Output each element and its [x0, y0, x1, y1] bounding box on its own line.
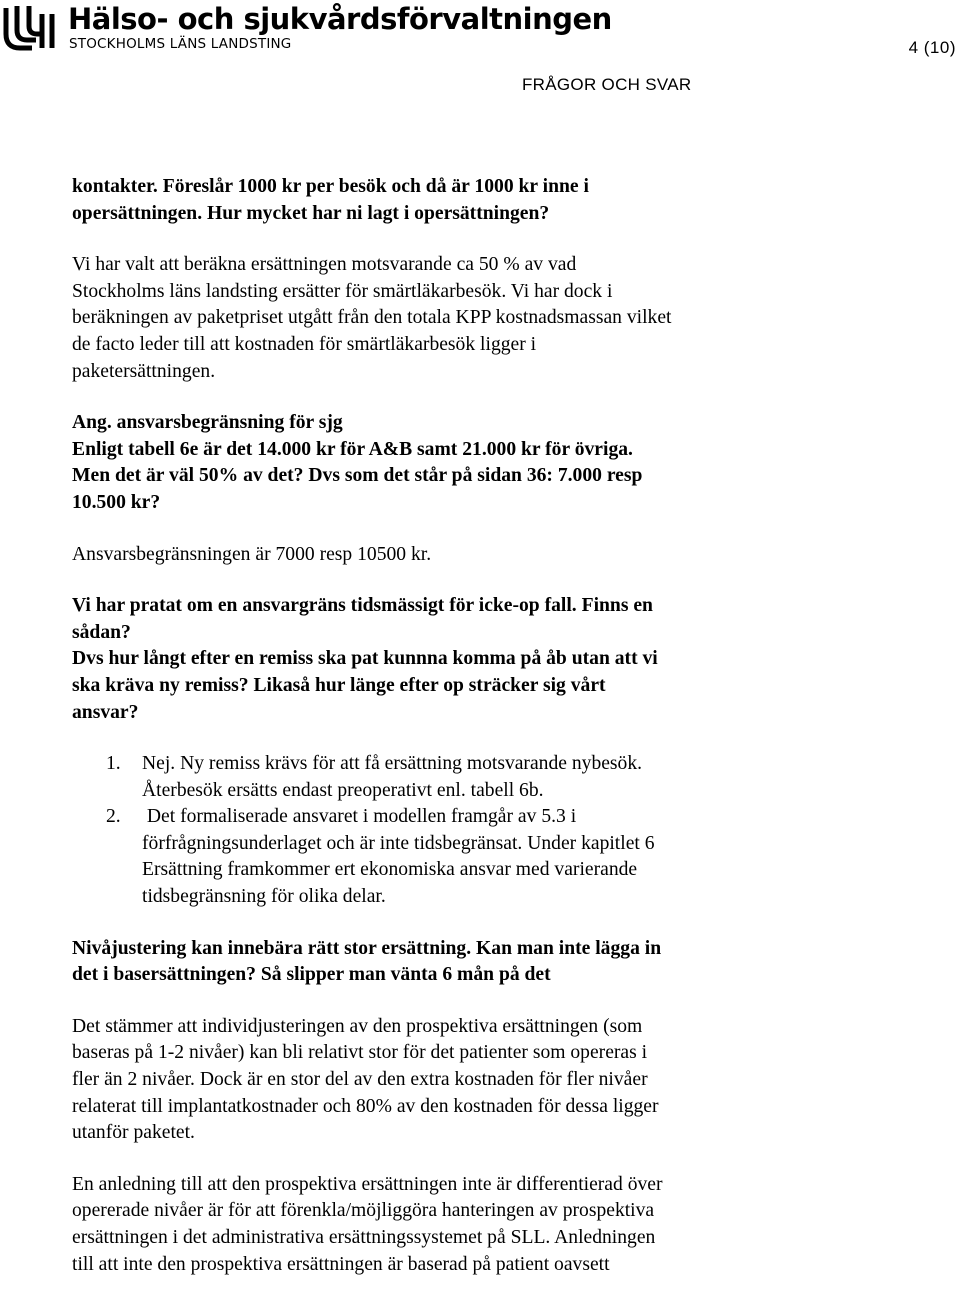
text-line: fler än 2 nivåer. Dock är en stor del av den extra kostnaden för fler nivåer — [72, 1069, 648, 1091]
text-line: Det formaliserade ansvaret i modellen framgår av 5.3 i — [142, 806, 577, 828]
text-line: paketersättningen. — [72, 360, 216, 382]
org-subtitle: STOCKHOLMS LÄNS LANDSTING — [69, 36, 292, 52]
text-line: kontakter. Föreslår 1000 kr per besök och då är 1000 kr inne i — [72, 176, 589, 197]
text-line: sådan? — [72, 621, 131, 643]
text-line: Dvs hur långt efter en remiss ska pat kunnna komma på åb utan att vi — [72, 648, 658, 670]
question-1 — [72, 174, 932, 227]
answer-1 — [72, 252, 932, 385]
text-line: Nivåjustering kan innebära rätt stor ersättning. Kan man inte lägga in — [72, 937, 662, 959]
text-line: baseras på 1-2 nivåer) kan bli relativt stor för det patienter som opereras i — [72, 1042, 648, 1064]
text-line: tidsbegränsning för olika delar. — [142, 886, 386, 908]
question-4 — [72, 936, 932, 989]
text-line: Nej. Ny remiss krävs för att få ersättning motsvarande nybesök. — [142, 753, 643, 775]
org-name: Hälso- och sjukvårdsförvaltningen — [68, 2, 612, 36]
text-line: ansvar? — [72, 701, 139, 723]
document-body — [72, 174, 932, 1278]
text-line: de facto leder till att kostnaden för smärtläkarbesök ligger i — [72, 333, 537, 355]
text-line: relaterat till implantatkostnader och 80% av den kostnaden för dessa ligger — [72, 1095, 659, 1117]
question-2 — [72, 410, 932, 516]
text-line: En anledning till att den prospektiva ersättningen inte är differentierad över — [72, 1173, 663, 1195]
question-3 — [72, 593, 932, 726]
text-line: 10.500 kr? — [72, 491, 161, 513]
text-line: Ang. ansvarsbegränsning för sjg — [72, 412, 343, 434]
answer-4 — [72, 1014, 932, 1147]
document-title: FRÅGOR OCH SVAR — [522, 75, 692, 94]
text-line: Ansvarsbegränsningen är 7000 resp 10500 kr. — [72, 543, 432, 565]
list-number: 1. — [106, 753, 121, 775]
list-item — [72, 804, 932, 910]
text-line: Vi har valt att beräkna ersättningen motsvarande ca 50 % av vad — [72, 254, 577, 276]
text-line: opererade nivåer är för att förenkla/möjliggöra hanteringen av prospektiva — [72, 1200, 655, 1222]
answer-3-list — [72, 751, 932, 911]
list-number: 2. — [106, 806, 121, 828]
text-line: Ersättning framkommer ert ekonomiska ansvar med varierande — [142, 859, 638, 881]
text-line: det i basersättningen? Så slipper man vänta 6 mån på det — [72, 964, 551, 986]
text-line: Enligt tabell 6e är det 14.000 kr för A&B samt 21.000 kr för övriga. — [72, 438, 633, 460]
text-line: Återbesök ersätts endast preoperativt enl. tabell 6b. — [142, 779, 544, 801]
text-line: ersättningen i det administrativa ersättningssystemet på SLL. Anledningen — [72, 1227, 656, 1248]
answer-5 — [72, 1172, 932, 1278]
page-header — [0, 0, 960, 130]
text-line: Vi har pratat om en ansvargräns tidsmässigt för icke-op fall. Finns en — [72, 595, 653, 617]
text-line: Men det är väl 50% av det? Dvs som det står på sidan 36: 7.000 resp — [72, 465, 643, 487]
page-number: 4 (10) — [908, 38, 956, 57]
text-line: förfrågningsunderlaget och är inte tidsbegränsat. Under kapitlet 6 — [142, 832, 655, 854]
text-line: beräkningen av paketpriset utgått från den totala KPP kostnadsmassan vilket — [72, 307, 672, 329]
list-item — [72, 751, 932, 804]
sll-logo-icon — [2, 4, 60, 52]
answer-2 — [72, 542, 932, 569]
text-line: Stockholms läns landsting ersätter för smärtläkarbesök. Vi har dock i — [72, 280, 613, 302]
text-line: Det stämmer att individjusteringen av den prospektiva ersättningen (som — [72, 1015, 643, 1037]
text-line: till att inte den prospektiva ersättningen är baserad på patient oavsett — [72, 1253, 610, 1275]
text-line: utanför paketet. — [72, 1122, 195, 1144]
text-line: ska kräva ny remiss? Likaså hur länge efter op sträcker sig vårt — [72, 674, 606, 696]
text-line: opersättningen. Hur mycket har ni lagt i opersättningen? — [72, 202, 550, 224]
